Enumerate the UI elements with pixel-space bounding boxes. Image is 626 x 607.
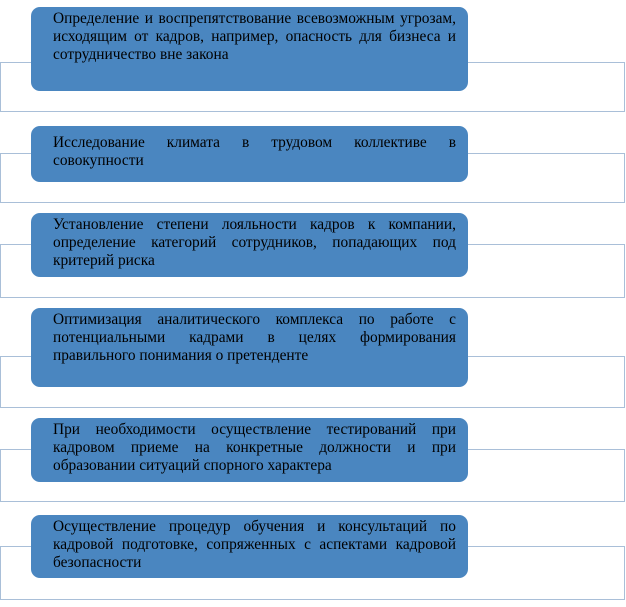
step-box-1 (31, 7, 468, 91)
step-text-2: Исследование климата в трудовом коллективе в совокупности (53, 134, 456, 169)
step-text-5: При необходимости осуществление тестирований при кадровом приеме на конкретные должности и при образовании ситуаций спорного характера (53, 421, 456, 474)
step-text-1: Определение и воспрепятствование всевозможным угрозам, исходящим от кадров, например, опасность для бизнеса и сотрудничество вне закона (53, 10, 456, 63)
step-text-4: Оптимизация аналитического комплекса по работе с потенциальными кадрами в целях формирования правильного понимания о претенденте (53, 311, 456, 364)
step-box-2 (31, 126, 468, 182)
step-box-6 (31, 515, 468, 578)
step-text-3: Установление степени лояльности кадров к компании, определение категорий сотрудников, попадающих под критерий риска (53, 216, 456, 269)
step-box-3 (31, 213, 468, 277)
step-box-4 (31, 308, 468, 387)
step-text-6: Осуществление процедур обучения и консультаций по кадровой подготовке, сопряженных с аспектами кадровой безопасности (53, 518, 456, 571)
step-box-5 (31, 418, 468, 482)
